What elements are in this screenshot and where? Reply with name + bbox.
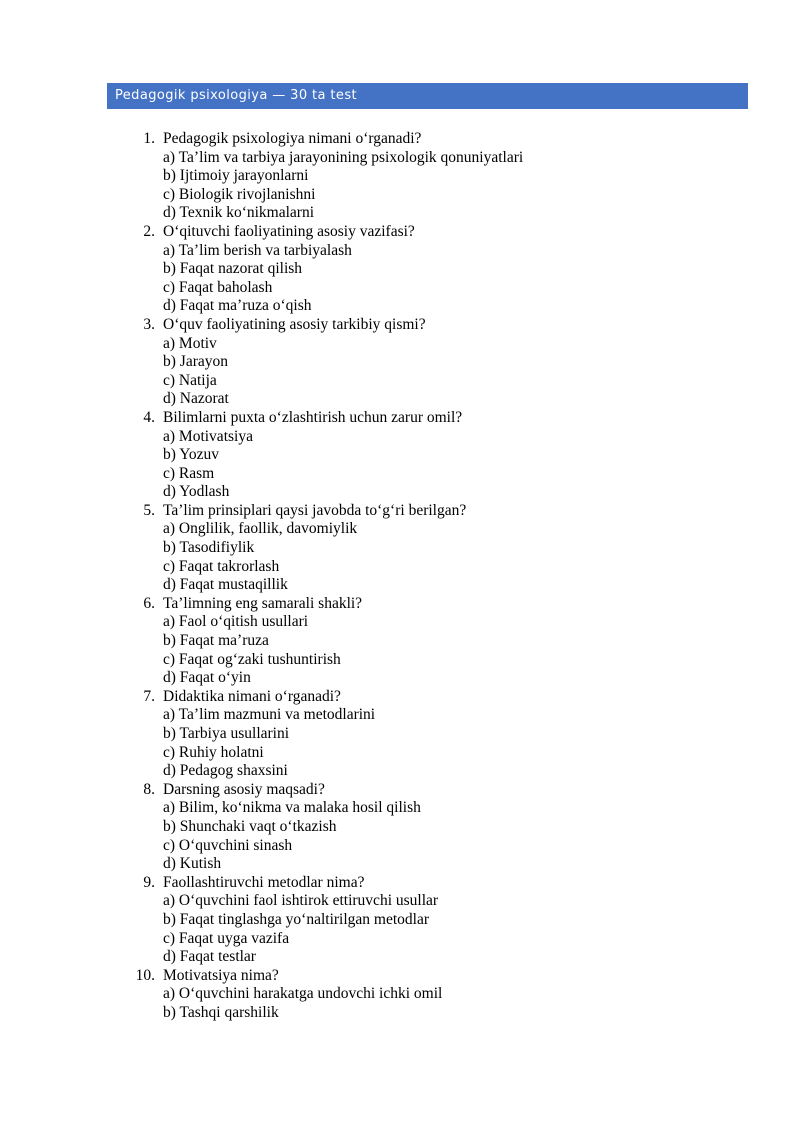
question-text: O‘quv faoliyatining asosiy tarkibiy qismi? <box>163 315 426 333</box>
answer-option: b) Yozuv <box>163 446 219 464</box>
question-text: Faollashtiruvchi metodlar nima? <box>163 873 365 891</box>
question-4 <box>133 409 753 428</box>
question-number: 3. <box>143 315 155 333</box>
answer-option: a) Motivatsiya <box>163 427 253 445</box>
answer-option: d) Texnik ko‘nikmalarni <box>163 204 315 222</box>
question-10 <box>133 967 753 986</box>
question-text: O‘qituvchi faoliyatining asosiy vazifasi? <box>163 222 415 240</box>
answer-option: d) Faqat ma’ruza o‘qish <box>163 297 312 315</box>
answer-option: d) Faqat mustaqillik <box>163 576 288 594</box>
answer-option: a) Ta’lim va tarbiya jarayonining psixologik qonuniyatlari <box>163 148 524 166</box>
answer-option: b) Faqat nazorat qilish <box>163 260 303 278</box>
answer-option: b) Tashqi qarshilik <box>163 1003 279 1021</box>
answer-option: c) Ruhiy holatni <box>163 743 264 761</box>
question-text: Ta’lim prinsiplari qaysi javobda to‘g‘ri berilgan? <box>163 501 467 519</box>
question-number: 6. <box>143 594 155 612</box>
question-6 <box>133 595 753 614</box>
question-text: Ta’limning eng samarali shakli? <box>163 594 363 612</box>
question-text: Motivatsiya nima? <box>163 966 279 984</box>
answer-option: a) O‘quvchini harakatga undovchi ichki omil <box>163 985 443 1003</box>
question-text: Darsning asosiy maqsadi? <box>163 780 325 798</box>
question-9 <box>133 874 753 893</box>
question-8 <box>133 781 753 800</box>
answer-option: b) Shunchaki vaqt o‘tkazish <box>163 817 337 835</box>
answer-option: a) Faol o‘qitish usullari <box>163 613 309 631</box>
question-number: 8. <box>143 780 155 798</box>
answer-option: b) Tarbiya usullarini <box>163 725 290 742</box>
question-number: 7. <box>143 687 155 705</box>
answer-option: d) Yodlash <box>163 483 230 501</box>
question-number: 10. <box>135 966 155 984</box>
question-2 <box>133 223 753 242</box>
question-text: Didaktika nimani o‘rganadi? <box>163 687 341 705</box>
answer-option: b) Ijtimoiy jarayonlarni <box>163 167 309 185</box>
question-7 <box>133 688 753 707</box>
answer-option: a) Ta’lim berish va tarbiyalash <box>163 241 352 259</box>
answer-option: a) Motiv <box>163 334 217 352</box>
answer-option: c) Faqat og‘zaki tushuntirish <box>163 650 341 668</box>
answer-option: c) Natija <box>163 371 217 389</box>
answer-option: c) O‘quvchini sinash <box>163 836 293 854</box>
question-text: Bilimlarni puxta o‘zlashtirish uchun zarur omil? <box>163 408 463 426</box>
answer-option: a) Ta’lim mazmuni va metodlarini <box>163 706 376 724</box>
question-list <box>133 130 753 1023</box>
answer-option: c) Faqat baholash <box>163 278 273 296</box>
question-number: 2. <box>143 222 155 240</box>
answer-option: b) Jarayon <box>163 353 228 371</box>
question-1 <box>133 130 753 149</box>
answer-option: a) Onglilik, faollik, davomiylik <box>163 520 358 538</box>
answer-option: c) Rasm <box>163 464 215 482</box>
answer-option: a) Bilim, ko‘nikma va malaka hosil qilish <box>163 799 421 817</box>
question-text: Pedagogik psixologiya nimani o‘rganadi? <box>163 130 422 147</box>
answer-option: b) Tasodifiylik <box>163 539 255 557</box>
question-3 <box>133 316 753 335</box>
answer-option: d) Pedagog shaxsini <box>163 762 288 780</box>
answer-option: a) O‘quvchini faol ishtirok ettiruvchi usullar <box>163 892 439 910</box>
question-number: 5. <box>143 501 155 519</box>
question-number: 4. <box>143 408 155 426</box>
answer-option: c) Biologik rivojlanishni <box>163 185 316 203</box>
answer-option: d) Kutish <box>163 855 222 873</box>
answer-option: c) Faqat takrorlash <box>163 557 280 575</box>
question-number: 9. <box>143 873 155 891</box>
document-title: Pedagogik psixologiya — 30 ta test <box>107 83 748 109</box>
answer-option: d) Faqat o‘yin <box>163 669 251 687</box>
question-5 <box>133 502 753 521</box>
answer-option: b) Faqat tinglashga yo‘naltirilgan metodlar <box>163 910 430 928</box>
answer-option: b) Faqat ma’ruza <box>163 632 269 650</box>
answer-option: d) Nazorat <box>163 390 229 408</box>
answer-option: d) Faqat testlar <box>163 948 256 966</box>
answer-option: c) Faqat uyga vazifa <box>163 929 290 947</box>
question-number: 1. <box>143 130 155 147</box>
